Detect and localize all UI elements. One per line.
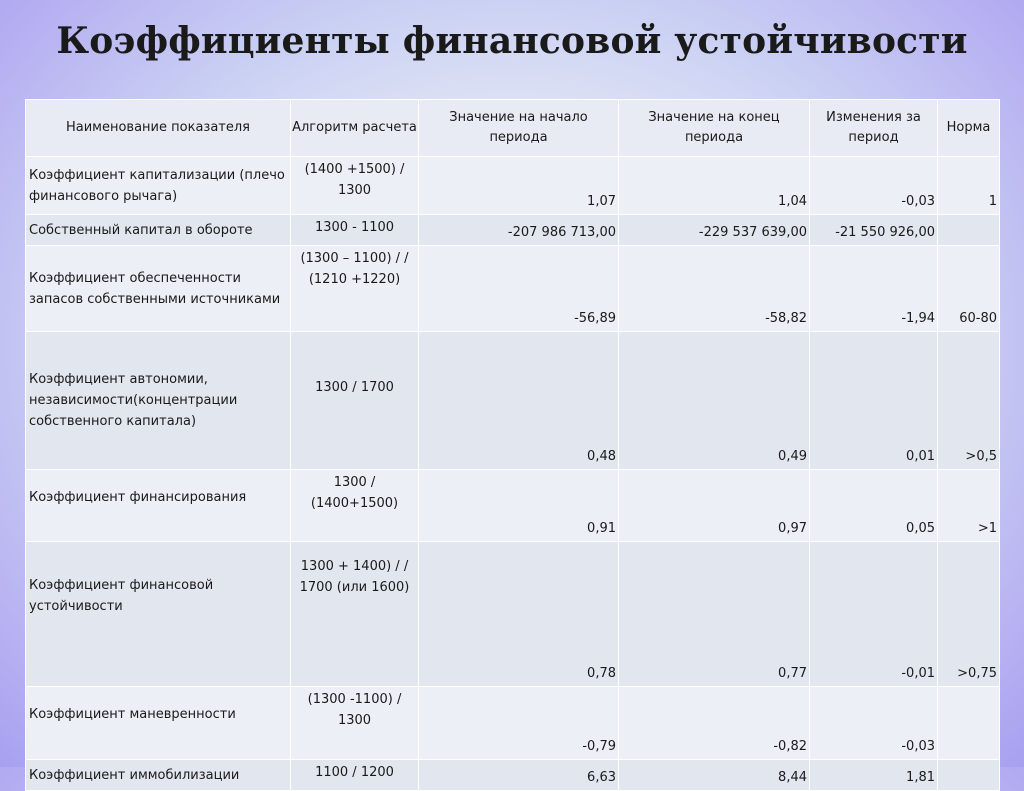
table-row — [26, 542, 1000, 687]
cell-end-value: -58,82 — [619, 246, 810, 332]
cell-start-value: -56,89 — [419, 246, 619, 332]
cell-algorithm: (1400 +1500) / 1300 — [291, 157, 419, 215]
cell-algorithm: 1300 / 1700 — [291, 332, 419, 470]
header-end-value: Значение на конец периода — [619, 100, 810, 157]
cell-start-value: -207 986 713,00 — [419, 215, 619, 246]
cell-end-value: -0,82 — [619, 687, 810, 760]
cell-end-value: 8,44 — [619, 760, 810, 791]
cell-change: -0,03 — [810, 687, 938, 760]
cell-end-value: 1,04 — [619, 157, 810, 215]
table-row — [26, 246, 1000, 332]
cell-change: -0,01 — [810, 542, 938, 687]
header-algorithm: Алгоритм расчета — [291, 100, 419, 157]
cell-start-value: 6,63 — [419, 760, 619, 791]
cell-name: Коэффициент автономии, независимости(концентрации собственного капитала) — [26, 332, 291, 470]
cell-change: 1,81 — [810, 760, 938, 791]
cell-norm — [938, 760, 1000, 791]
cell-algorithm: 1300 - 1100 — [291, 215, 419, 246]
table-row — [26, 760, 1000, 791]
cell-algorithm: 1300 + 1400) / / 1700 (или 1600) — [291, 542, 419, 687]
cell-start-value: 1,07 — [419, 157, 619, 215]
table-header-row — [26, 100, 1000, 157]
cell-end-value: 0,77 — [619, 542, 810, 687]
cell-change: -21 550 926,00 — [810, 215, 938, 246]
cell-change: -1,94 — [810, 246, 938, 332]
cell-start-value: 0,78 — [419, 542, 619, 687]
cell-start-value: 0,91 — [419, 470, 619, 542]
cell-name: Коэффициент капитализации (плечо финансового рычага) — [26, 157, 291, 215]
cell-name: Коэффициент иммобилизации — [26, 760, 291, 791]
cell-start-value: 0,48 — [419, 332, 619, 470]
header-name: Наименование показателя — [26, 100, 291, 157]
cell-change: 0,01 — [810, 332, 938, 470]
cell-name: Коэффициент обеспеченности запасов собственными источниками — [26, 246, 291, 332]
cell-change: 0,05 — [810, 470, 938, 542]
cell-start-value: -0,79 — [419, 687, 619, 760]
cell-norm: >1 — [938, 470, 1000, 542]
table-row — [26, 215, 1000, 246]
table-row — [26, 687, 1000, 760]
financial-stability-table — [25, 99, 1000, 791]
cell-norm — [938, 687, 1000, 760]
cell-norm: >0,5 — [938, 332, 1000, 470]
cell-end-value: 0,49 — [619, 332, 810, 470]
cell-name: Коэффициент финансирования — [26, 470, 291, 542]
cell-end-value: 0,97 — [619, 470, 810, 542]
cell-end-value: -229 537 639,00 — [619, 215, 810, 246]
header-norm: Норма — [938, 100, 1000, 157]
cell-change: -0,03 — [810, 157, 938, 215]
cell-norm: 1 — [938, 157, 1000, 215]
header-change: Изменения за период — [810, 100, 938, 157]
cell-algorithm: 1300 / (1400+1500) — [291, 470, 419, 542]
table-container — [25, 99, 999, 791]
table-row — [26, 157, 1000, 215]
table-row — [26, 332, 1000, 470]
slide-title: Коэффициенты финансовой устойчивости — [56, 20, 968, 62]
cell-algorithm: (1300 -1100) / 1300 — [291, 687, 419, 760]
header-start-value: Значение на начало периода — [419, 100, 619, 157]
cell-norm: 60-80 — [938, 246, 1000, 332]
cell-name: Коэффициент маневренности — [26, 687, 291, 760]
cell-norm: >0,75 — [938, 542, 1000, 687]
cell-algorithm: 1100 / 1200 — [291, 760, 419, 791]
cell-name: Коэффициент финансовой устойчивости — [26, 542, 291, 687]
table-row — [26, 470, 1000, 542]
cell-name: Собственный капитал в обороте — [26, 215, 291, 246]
cell-algorithm: (1300 – 1100) / / (1210 +1220) — [291, 246, 419, 332]
cell-norm — [938, 215, 1000, 246]
